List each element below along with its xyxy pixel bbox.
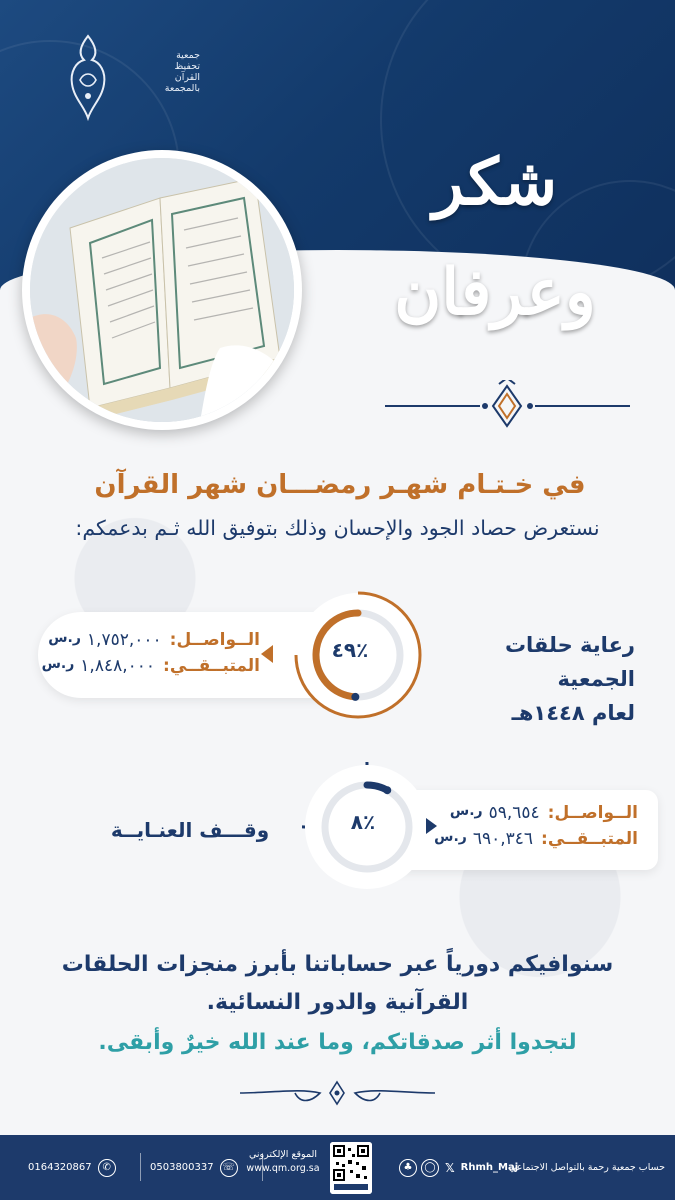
phone-icon: ✆ xyxy=(98,1159,116,1177)
social-handle-text: Rhmh_Maj xyxy=(460,1162,519,1173)
logo-line: جمعية xyxy=(176,50,200,61)
riyal-icon: ر.س xyxy=(449,803,483,819)
footer-separator xyxy=(140,1153,141,1181)
arrow-left-icon xyxy=(261,645,273,663)
mobile-contact[interactable] xyxy=(150,1135,238,1200)
stat-1-percent: ٤٩٪ xyxy=(331,638,369,662)
headline: في خـتـام شهـر رمضـــان شهر القرآن xyxy=(94,470,586,500)
phone-number: 0164320867 xyxy=(28,1162,92,1173)
riyal-icon: ر.س xyxy=(434,829,467,845)
ornament-divider-bottom xyxy=(240,1078,435,1108)
closing-line-2: القرآنية والدور النسائية. xyxy=(206,990,469,1015)
qr-code-icon[interactable] xyxy=(330,1142,372,1194)
instagram-icon: ◯ xyxy=(421,1159,439,1177)
organization-logo xyxy=(58,32,198,122)
received-value: ٥٩,٦٥٤ xyxy=(488,803,540,823)
quran-photo xyxy=(30,158,294,422)
stat-1-title-line: رعاية حلقات الجمعية xyxy=(504,633,635,691)
logo-mark-icon xyxy=(58,32,118,122)
riyal-icon: ر.س xyxy=(41,656,75,672)
website-block[interactable] xyxy=(238,1148,328,1176)
mobile-number: 0503800337 xyxy=(150,1162,214,1173)
received-label: الــواصــل: xyxy=(169,630,260,650)
logo-line: القرآن xyxy=(174,72,200,83)
received-value: ١,٧٥٢,٠٠٠ xyxy=(86,630,162,650)
remaining-value: ٦٩٠,٣٤٦ xyxy=(472,829,534,849)
snapchat-icon: ♣ xyxy=(399,1159,417,1177)
website-url: www.qm.org.sa xyxy=(246,1163,320,1174)
stat-2-remaining-row xyxy=(434,829,638,853)
phone-contact[interactable] xyxy=(28,1135,116,1200)
stat-2-title: وقـــف العنـايــة xyxy=(110,818,270,842)
remaining-label: المتبــقــي: xyxy=(541,829,638,849)
closing-line-3: لتجدوا أثر صدقاتكم، وما عند الله خيرٌ وأبقى. xyxy=(98,1030,577,1055)
social-label: حساب جمعية رحمة بالتواصل الاجتماعي xyxy=(508,1162,665,1173)
whatsapp-icon: ☏ xyxy=(220,1159,238,1177)
received-label: الــواصــل: xyxy=(547,803,638,823)
stat-2-percent: ٨٪ xyxy=(350,810,376,834)
stat-1-title xyxy=(430,628,635,730)
stat-1-remaining-row xyxy=(41,656,260,680)
background-pattern xyxy=(0,340,675,1135)
stat-1-received-row xyxy=(48,630,260,654)
stat-1-title-line: لعام ١٤٤٨هـ xyxy=(511,701,635,725)
website-label: الموقع الإلكتروني xyxy=(248,1149,317,1160)
remaining-label: المتبــقــي: xyxy=(163,656,260,676)
logo-line: بالمجمعة xyxy=(164,83,200,94)
closing-line-1: سنوافيكم دورياً عبر حساباتنا بأبرز منجزات الحلقات xyxy=(61,952,614,977)
subline: نستعرض حصاد الجود والإحسان وذلك بتوفيق الله ثـم بدعمكم: xyxy=(75,516,600,540)
quran-book-illustration xyxy=(30,158,294,422)
logo-text xyxy=(120,50,200,94)
ornament-divider xyxy=(385,380,630,430)
x-icon: 𝕏 xyxy=(445,1160,455,1175)
page-title: شكر وعرفان xyxy=(394,145,596,330)
stat-2-received-row xyxy=(448,803,638,827)
logo-line: تحفيظ xyxy=(174,61,200,72)
remaining-value: ١,٨٤٨,٠٠٠ xyxy=(80,656,156,676)
riyal-icon: ر.س xyxy=(48,630,81,646)
